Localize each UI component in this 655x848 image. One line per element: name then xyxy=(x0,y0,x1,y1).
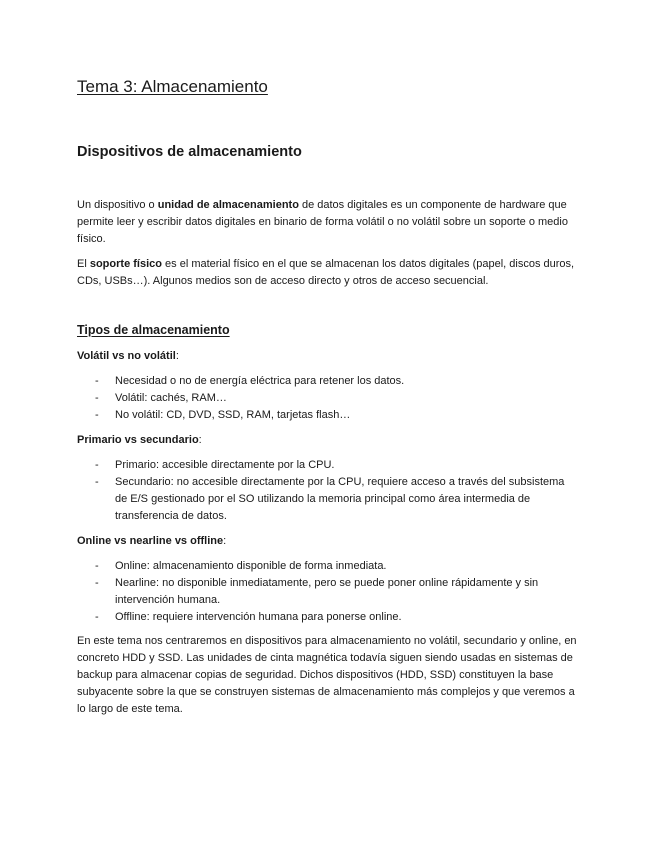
bold-term: soporte físico xyxy=(89,258,162,270)
group-label-text: Online vs nearline vs offline xyxy=(77,535,224,547)
list-item-text: Nearline: no disponible inmediatamente, pero se puede poner online rápidamente y sin intervención humana. xyxy=(115,577,539,606)
list-item xyxy=(77,575,577,609)
list-item-text: No volátil: CD, DVD, SSD, RAM, tarjetas flash… xyxy=(115,409,351,421)
list-item-text: Primario: accesible directamente por la CPU. xyxy=(115,459,335,471)
list-item xyxy=(77,558,577,575)
paragraph-support xyxy=(77,256,577,290)
list-primary xyxy=(77,457,577,525)
group-label-online xyxy=(77,533,226,550)
paragraph-text: de datos digitales es un componente de hardware que permite leer y escribir datos digitales en binario de forma volátil o no volátil sobre un soporte o medio físico. xyxy=(77,199,568,245)
document-title: Tema 3: Almacenamiento xyxy=(77,77,268,96)
paragraph-conclusion: En este tema nos centraremos en dispositivos para almacenamiento no volátil, secundario y online, en concreto HDD y SSD. Las unidades de cinta magnética todavía siguen siendo usadas en sistemas de backup para almacenar copias de seguridad. Dichos dispositivos (HDD, SSD) constituyen la base subyacente sobre la que se construyen sistemas de almacenamiento más complejos y que veremos a lo largo de este tema. xyxy=(77,635,577,715)
paragraph-text: es el material físico en el que se almacenan los datos digitales (papel, discos duros, CDs, USBs…). Algunos medios son de acceso directo y otros de acceso secuencial. xyxy=(77,258,575,287)
group-label-volatile xyxy=(77,348,179,365)
list-item xyxy=(77,390,577,407)
dash-bullet: - xyxy=(95,392,99,404)
list-item xyxy=(77,457,577,474)
paragraph-text: El xyxy=(77,258,90,270)
group-label-text: Volátil vs no volátil xyxy=(77,350,176,362)
dash-bullet: - xyxy=(95,577,99,589)
dash-bullet: - xyxy=(95,459,99,471)
list-item xyxy=(77,373,577,390)
colon: : xyxy=(175,350,179,362)
dash-bullet: - xyxy=(95,375,99,387)
list-item xyxy=(77,407,577,424)
subheading-storage-types: Tipos de almacenamiento xyxy=(77,323,230,337)
dash-bullet: - xyxy=(95,560,99,572)
list-item-text: Necesidad o no de energía eléctrica para retener los datos. xyxy=(115,375,405,387)
dash-bullet: - xyxy=(95,476,99,488)
paragraph-definition xyxy=(77,197,577,248)
dash-bullet: - xyxy=(95,611,99,623)
dash-bullet: - xyxy=(95,409,99,421)
colon: : xyxy=(198,434,202,446)
list-item-text: Secundario: no accesible directamente por la CPU, requiere acceso a través del subsistema de E/S gestionado por el SO utilizando la memoria principal como área intermedia de transferencia de datos. xyxy=(115,476,565,522)
list-item-text: Offline: requiere intervención humana para ponerse online. xyxy=(115,611,402,623)
list-item xyxy=(77,609,577,626)
group-label-text: Primario vs secundario xyxy=(77,434,199,446)
paragraph-text: Un dispositivo o xyxy=(77,199,158,211)
list-item-text: Volátil: cachés, RAM… xyxy=(115,392,227,404)
list-online xyxy=(77,558,577,626)
list-item-text: Online: almacenamiento disponible de forma inmediata. xyxy=(115,560,387,572)
document-content xyxy=(77,76,577,715)
section-heading: Dispositivos de almacenamiento xyxy=(77,144,302,160)
list-item xyxy=(77,474,577,525)
bold-term: unidad de almacenamiento xyxy=(157,199,299,211)
colon: : xyxy=(223,535,227,547)
list-volatile xyxy=(77,373,577,424)
group-label-primary xyxy=(77,432,202,449)
